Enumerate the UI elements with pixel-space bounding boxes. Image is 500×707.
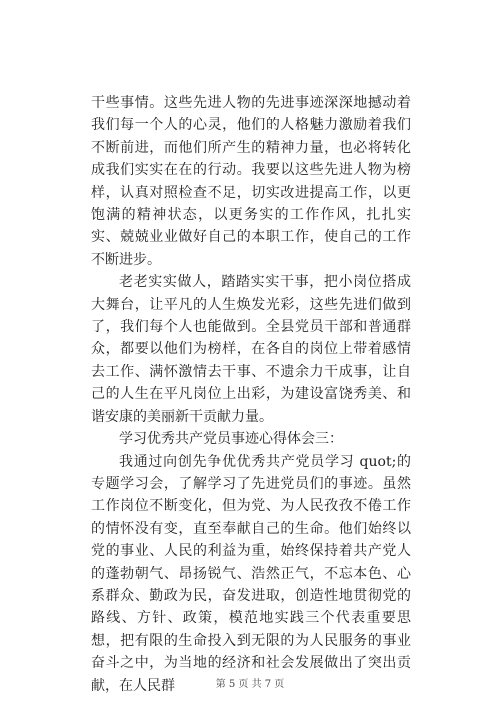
paragraph-2: 老老实实做人，踏踏实实干事，把小岗位搭成大舞台，让平凡的人生焕发光彩，这些先进们做到了，我们每个人也能做到。全县党员干部和普通群众，都要以他们为榜样，在各自的岗位上带着感情去工作、满怀激情去干事、不遗余力干成事，让自己的人生在平凡岗位上出彩，为建设富饶秀美、和谐安康的美丽新干贡献力量。 (91, 274, 411, 425)
document-body (91, 92, 411, 697)
paragraph-1: 干些事情。这些先进人物的先进事迹深深地撼动着我们每一个人的心灵，他们的人格魅力激励着我们不断前进，而他们所产生的精神力量，也必将转化成我们实实在在的行动。我要以这些先进人物为榜样，认真对照检查不足，切实改进提高工作，以更饱满的精神状态，以更务实的工作作风，扎扎实实、兢兢业业做好自己的本职工作，使自己的工作不断进步。 (91, 95, 411, 268)
page-number-footer: 第 5 页 共 7 页 (215, 679, 285, 690)
section-heading: 学习优秀共产党员事迹心得体会三： (119, 431, 343, 448)
paragraph-3: 我通过向创先争优优秀共产党员学习 quot;的专题学习会，了解学习了先进党员们的事迹。虽然工作岗位不断变化，但为党、为人民孜孜不倦工作的情怀没有变，直至奉献自己的生命。他们始终以党的事业、人民的利益为重，始终保持着共产党人的蓬勃朝气、昂扬锐气、浩然正气，不忘本色、心系群众、勤政为民，奋发进取，创造性地贯彻党的路线、方针、政策，模范地实践三个代表重要思想，把有限的生命投入到无限的为人民服务的事业奋斗之中，为当地的经济和社会发展做出了突出贡献，在人民群 (91, 453, 411, 694)
